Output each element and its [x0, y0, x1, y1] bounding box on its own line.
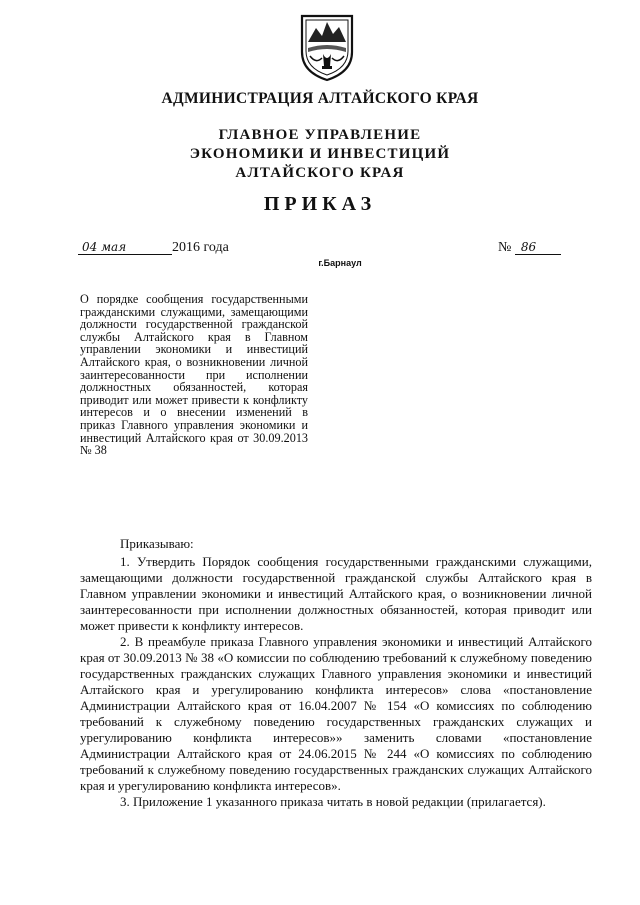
- date-year: 2016 года: [172, 240, 229, 255]
- number-label: №: [498, 240, 512, 255]
- department-line-3: АЛТАЙСКОГО КРАЯ: [235, 165, 405, 181]
- document-number: [498, 240, 561, 256]
- body-paragraph-2: 2. В преамбуле приказа Главного управления экономики и инвестиций Алтайского края от 30.09.2013 № 38 «О комиссии по соблюдению требований к служебному поведению государственных гражданских служащих Главного управления экономики и инвестиций Алтайского края и урегулированию конфликта интересов» слова «постановление Администрации Алтайского края от 16.04.2007 № 154 «О комиссиях по соблюдению требований к служебному поведению государственных гражданских служащих и урегулированию конфликта интересов»» заменить словами «постановление Администрации Алтайского края от 24.06.2015 № 244 «О комиссиях по соблюдению требований к служебному поведению государственных гражданских служащих Алтайского края и урегулированию конфликта интересов».: [80, 634, 592, 793]
- number-handwritten: 86: [515, 241, 561, 255]
- body-paragraph-3: 3. Приложение 1 указанного приказа читать в новой редакции (прилагается).: [120, 794, 546, 809]
- department-line-2: ЭКОНОМИКИ И ИНВЕСТИЦИЙ: [189, 146, 451, 162]
- department-name: [0, 126, 640, 183]
- document-city: г.Барнаул: [318, 258, 362, 268]
- body-lead: Приказываю:: [120, 536, 194, 551]
- date-handwritten: 04 мая: [78, 241, 172, 255]
- department-line-1: ГЛАВНОЕ УПРАВЛЕНИЕ: [218, 127, 422, 143]
- document-subject: О порядке сообщения государственными гражданскими служащими, замещающими должности государственной гражданской службы Алтайского края в Главном управлении экономики и инвестиций Алтайского края, о возникновении личной заинтересованности при исполнении должностных обязанностей, которая приводит или может привести к конфликту интересов и о внесении изменений в приказ Главного управления экономики и инвестиций Алтайского края от 30.09.2013 № 38: [80, 292, 308, 458]
- body-paragraph-1: 1. Утвердить Порядок сообщения государственными гражданскими служащими, замещающими должности государственной гражданской службы Алтайского края в Главном управлении экономики и инвестиций Алтайского края, о возникновении личной заинтересованности при исполнении должностных обязанностей, которая приводит или может привести к конфликту интересов.: [80, 554, 592, 633]
- organization-name: АДМИНИСТРАЦИЯ АЛТАЙСКОГО КРАЯ: [161, 90, 479, 107]
- document-body: [80, 536, 592, 810]
- document-title: ПРИКАЗ: [263, 193, 377, 215]
- document-date: [78, 240, 229, 256]
- coat-of-arms-icon: [296, 12, 358, 82]
